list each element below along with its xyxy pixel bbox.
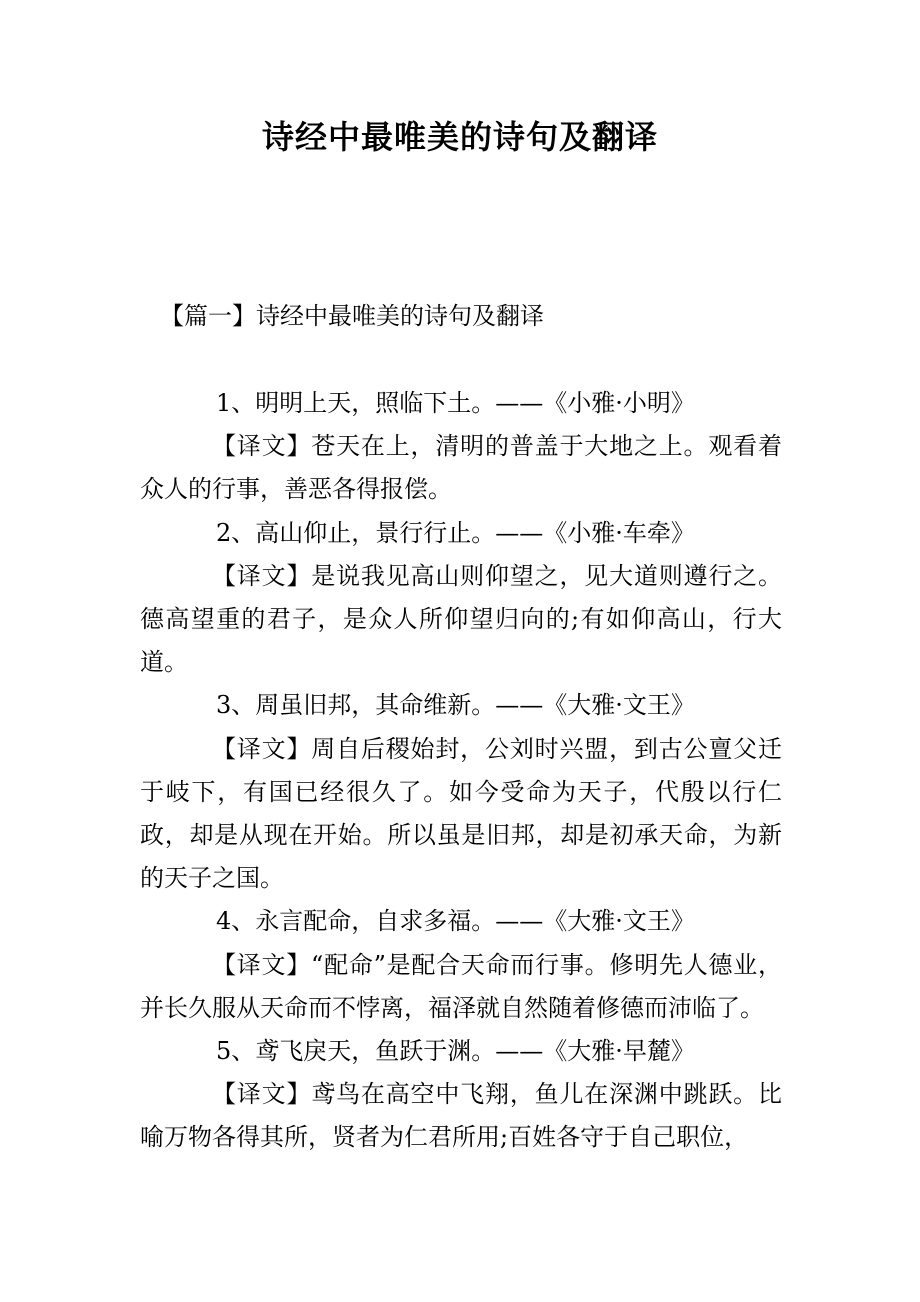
- document-title: 诗经中最唯美的诗句及翻译: [261, 118, 658, 156]
- translation-paragraph: 【译文】周自后稷始封，公刘时兴盟，到古公亶父迁于岐下，有国已经很久了。如今受命为天子，代殷以行仁政，却是从现在开始。所以虽是旧邦，却是初承天命，为新的天子之国。: [140, 734, 782, 893]
- section-heading: 【篇一】诗经中最唯美的诗句及翻译: [160, 302, 544, 330]
- poem-line: 1、明明上天，照临下土。——《小雅·小明》: [216, 389, 695, 417]
- translation-paragraph: 【译文】鸢鸟在高空中飞翔，鱼儿在深渊中跳跃。比喻万物各得其所，贤者为仁君所用;百姓各守于自己职位，: [140, 1080, 782, 1152]
- document-body: [140, 382, 782, 1160]
- poem-line: 4、永言配命，自求多福。——《大雅·文王》: [216, 907, 695, 936]
- translation-paragraph: 【译文】苍天在上，清明的普盖于大地之上。观看着众人的行事，善恶各得报偿。: [140, 432, 782, 504]
- poem-line: 3、周虽旧邦，其命维新。——《大雅·文王》: [216, 691, 695, 720]
- translation-paragraph: 【译文】“配命”是配合天命而行事。修明先人德业，并长久服从天命而不悖离，福泽就自然随着修德而沛临了。: [140, 950, 782, 1022]
- poem-line: 5、鸢飞戾天，鱼跃于渊。——《大雅·早麓》: [216, 1037, 695, 1066]
- poem-line: 2、高山仰止，景行行止。——《小雅·车牵》: [216, 518, 695, 547]
- translation-paragraph: 【译文】是说我见高山则仰望之，见大道则遵行之。德高望重的君子，是众人所仰望归向的;有如仰高山，行大道。: [140, 561, 782, 677]
